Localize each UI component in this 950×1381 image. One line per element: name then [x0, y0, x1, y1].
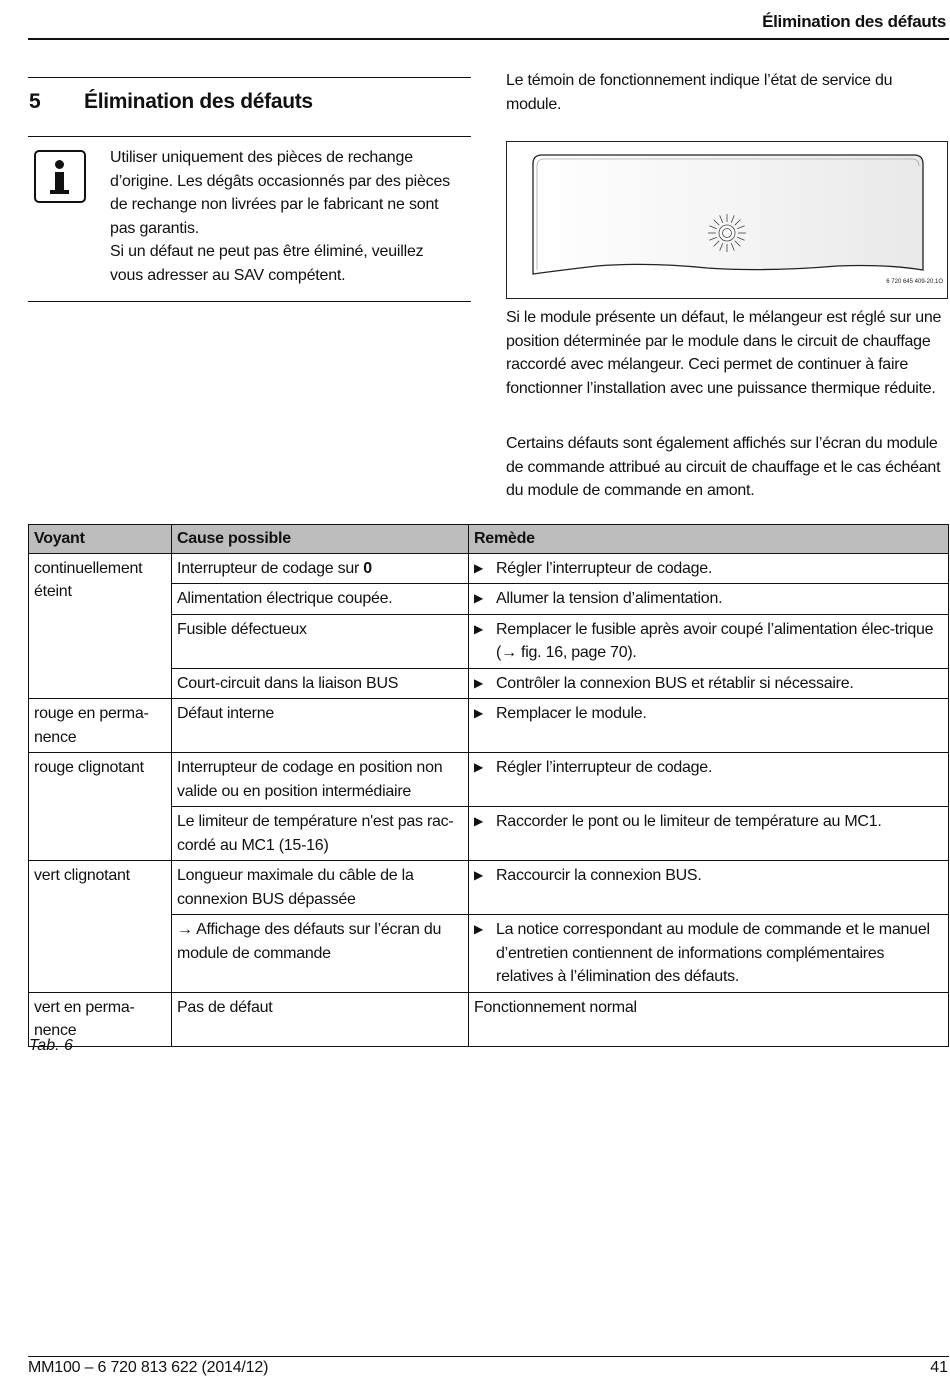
table-row [29, 553, 949, 584]
document-reference: MM100 – 6 720 813 622 (2014/12) [28, 1359, 269, 1376]
arrow-bullet-icon: ▶ [474, 814, 483, 828]
note-paragraph: Si un défaut ne peut pas être éliminé, veuillez vous adresser au SAV compétent. [110, 243, 424, 284]
running-header: Élimination des défauts [762, 12, 946, 31]
cause-cell: Fusible défectueux [172, 614, 469, 668]
remedy-text: Régler l’interrupteur de codage. [496, 759, 713, 776]
arrow-bullet-icon: ▶ [474, 621, 483, 636]
remedy-text: Remplacer le module. [496, 705, 647, 722]
header-remedy: Remède [469, 525, 949, 554]
module-illustration [507, 142, 949, 300]
remedy-cell [469, 614, 949, 668]
section-rule [28, 301, 471, 302]
note-paragraph: Utiliser uniquement des pièces de rechange d’origine. Les dégâts occasionnés par des pièces de rechange non livrées par le fabricant ne sont pas garantis. [110, 149, 450, 237]
page-number: 41 [930, 1359, 948, 1376]
note-text [110, 146, 455, 288]
remedy-text: La notice correspondant au module de commande et le manuel d’entretien contiennent de informations complémentaires relatives à l’élimination des défauts. [496, 921, 930, 985]
cause-cell: Alimentation électrique coupée. [172, 584, 469, 615]
voyant-cell: rouge clignotant [29, 753, 172, 861]
section-rule [28, 77, 471, 78]
table-row [29, 861, 949, 915]
remedy-cell [469, 807, 949, 861]
cause-cell: Défaut interne [172, 699, 469, 753]
intro-paragraph [506, 69, 948, 116]
section-title: Élimination des défauts [84, 90, 313, 113]
voyant-cell: vert en perma-nence [29, 992, 172, 1046]
display-paragraph [506, 432, 948, 503]
remedy-cell [469, 915, 949, 993]
table-row [29, 699, 949, 753]
display-text: Certains défauts sont également affichés sur l’écran du module de commande attribué au circuit de chauffage et le cas échéant du module de commande en amont. [506, 435, 941, 500]
remedy-text: Remplacer le fusible après avoir coupé l’alimentation élec-trique (→ fig. 16, page 70). [496, 620, 934, 661]
arrow-bullet-icon: ▶ [474, 675, 483, 690]
section-number: 5 [29, 90, 41, 113]
figure-code: 6 720 645 409-20.1O [886, 279, 943, 285]
remedy-text: Allumer la tension d’alimentation. [496, 590, 723, 607]
intro-text: Le témoin de fonctionnement indique l’état de service du module. [506, 72, 893, 113]
table-caption: Tab. 6 [29, 1037, 73, 1054]
arrow-bullet-icon: ▶ [474, 922, 483, 936]
defect-paragraph [506, 306, 948, 400]
table-header-row [29, 525, 949, 554]
remedy-text: Raccorder le pont ou le limiteur de température au MC1. [496, 813, 882, 830]
cause-cell: Longueur maximale du câble de la connexion BUS dépassée [172, 861, 469, 915]
remedy-text: Régler l’interrupteur de codage. [496, 559, 713, 577]
remedy-text: Raccourcir la connexion BUS. [496, 867, 702, 884]
remedy-cell [469, 553, 949, 584]
footer-rule [28, 1356, 949, 1357]
table-row [29, 992, 949, 1046]
cause-cell: Pas de défaut [172, 992, 469, 1046]
voyant-cell: rouge en perma-nence [29, 699, 172, 753]
header-voyant: Voyant [29, 525, 172, 554]
module-figure [506, 141, 948, 299]
cause-cell: → Affichage des défauts sur l’écran du module de commande [172, 915, 469, 993]
remedy-cell [469, 668, 949, 699]
arrow-bullet-icon: ▶ [474, 706, 483, 720]
cause-cell [172, 553, 469, 584]
arrow-bullet-icon: ▶ [474, 591, 483, 605]
info-icon [34, 150, 86, 203]
remedy-cell: Fonctionnement normal [469, 992, 949, 1046]
arrow-bullet-icon: ▶ [474, 868, 483, 882]
defects-table [28, 524, 949, 1047]
defect-text: Si le module présente un défaut, le mélangeur est réglé sur une position déterminée par le module dans le circuit de chauffage raccordé avec mélangeur. Ceci permet de continuer à faire fonctionner l’installation avec une puissance thermique réduite. [506, 309, 942, 397]
cause-cell: Interrupteur de codage en position non valide ou en position intermédiaire [172, 753, 469, 807]
header-rule [28, 38, 949, 40]
voyant-cell: vert clignotant [29, 861, 172, 993]
cause-cell: Court-circuit dans la liaison BUS [172, 668, 469, 699]
header-cause: Cause possible [172, 525, 469, 554]
arrow-bullet-icon: ▶ [474, 760, 483, 774]
cause-bold-value: 0 [363, 559, 372, 577]
remedy-cell [469, 699, 949, 753]
remedy-text: Contrôler la connexion BUS et rétablir si nécessaire. [496, 674, 854, 692]
cause-cell: Le limiteur de température n'est pas rac-cordé au MC1 (15-16) [172, 807, 469, 861]
cause-text: Interrupteur de codage sur [177, 559, 364, 577]
remedy-cell [469, 584, 949, 615]
remedy-cell [469, 861, 949, 915]
voyant-cell: continuellement éteint [29, 553, 172, 699]
section-rule [28, 136, 471, 137]
arrow-bullet-icon: ▶ [474, 560, 483, 575]
remedy-cell [469, 753, 949, 807]
table-row [29, 753, 949, 807]
